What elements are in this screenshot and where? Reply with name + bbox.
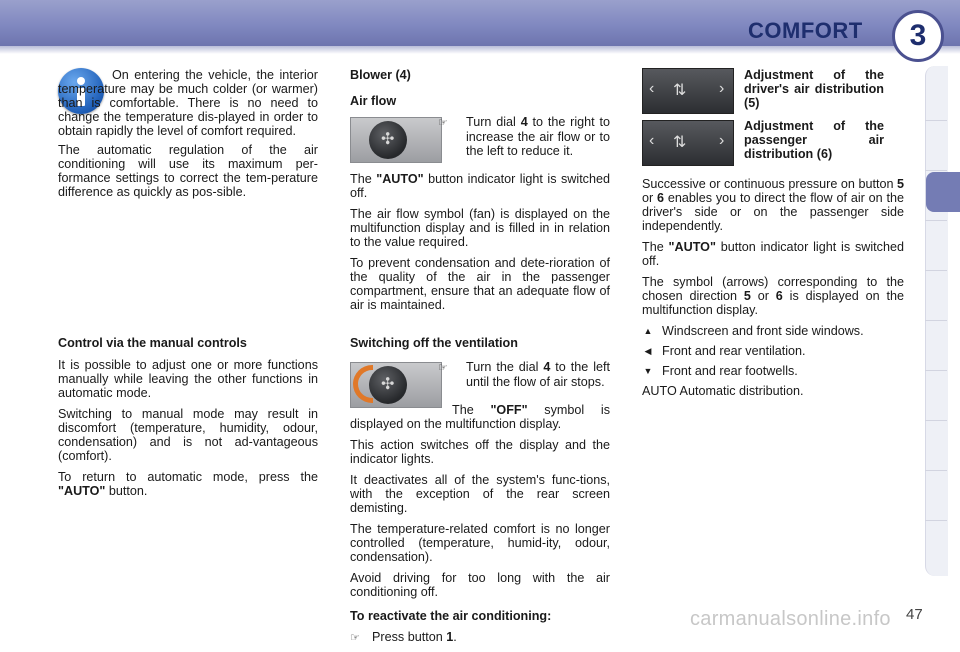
section-heading: Adjustment of the passenger air distribution (6): [744, 119, 884, 161]
paragraph: This action switches off the display and the indicator lights.: [350, 438, 610, 466]
section-heading: Blower (4): [350, 68, 411, 82]
paragraph: Successive or continuous pressure on button 5 or 6 enables you to direct the flow of air on the driver's side or on the passenger side independently.: [642, 177, 904, 233]
tab-divider: [925, 270, 947, 271]
pointer-icon: ☞: [350, 632, 360, 644]
column-1: [58, 68, 318, 206]
tab-divider: [925, 370, 947, 371]
paragraph: It deactivates all of the system's func-tions, with the exception of the rear screen demisting.: [350, 473, 610, 515]
section-heading: Air flow: [350, 94, 397, 108]
fan-icon: ✣: [381, 131, 395, 148]
switch-off-text: [350, 403, 610, 652]
driver-distribution-button-image: [642, 68, 734, 114]
passenger-distribution-button-image: [642, 120, 734, 166]
paragraph: It is possible to adjust one or more functions manually while leaving the other functions in automatic mode.: [58, 358, 318, 400]
paragraph: The symbol (arrows) corresponding to the chosen direction 5 or 6 is displayed on the multifunction display.: [642, 275, 904, 317]
section-heading: Switching off the ventilation: [350, 336, 518, 350]
fan-icon: ✣: [381, 376, 395, 393]
list-item: [642, 324, 904, 338]
info-paragraph: On entering the vehicle, the interior temperature may be much colder (or warmer) than is comfortable. There is no need to change the temperature dis-played in order to obtain rapidly the level of comfort required.: [58, 68, 318, 138]
tab-chapter-3[interactable]: [926, 172, 960, 212]
pointer-icon: ☞: [438, 362, 448, 374]
paragraph: To return to automatic mode, press the "AUTO" button.: [58, 470, 318, 498]
turn-dial-instruction: [438, 115, 611, 165]
tab-divider: [925, 520, 947, 521]
column-3-text: [642, 177, 904, 405]
list-item: [642, 344, 904, 358]
arrow-left-icon: ◀: [644, 346, 652, 356]
paragraph: Avoid driving for too long with the air conditioning off.: [350, 571, 610, 599]
airflow-arrows-icon: ⇅: [673, 134, 687, 151]
paragraph: The "AUTO" button indicator light is switched off.: [350, 172, 610, 200]
paragraph: AUTO Automatic distribution.: [642, 384, 804, 398]
arrow-up-icon: ▲: [643, 326, 653, 336]
switch-off-section: [350, 336, 610, 357]
blower-dial-off-image: [350, 362, 442, 408]
page-number: 47: [906, 606, 923, 623]
tab-divider: [925, 120, 947, 121]
section-heading: To reactivate the air conditioning:: [350, 609, 552, 623]
passenger-heading-block: [744, 119, 884, 168]
blower-dial-image: [350, 117, 442, 163]
tab-divider: [925, 320, 947, 321]
section-heading: Control via the manual controls: [58, 336, 247, 350]
tab-divider: [925, 420, 947, 421]
paragraph: The temperature-related comfort is no longer controlled (temperature, humid-ity, odour, condensation).: [350, 522, 610, 564]
paragraph: The air flow symbol (fan) is displayed on the multifunction display and is filled in in relation to the value required.: [350, 207, 610, 249]
driver-heading-block: [744, 68, 884, 117]
manual-section: [58, 336, 318, 505]
chevron-right-icon: ›: [719, 80, 725, 97]
list-item-text: Front and rear ventilation.: [662, 344, 806, 358]
list-item-text: Front and rear footwells.: [662, 364, 798, 378]
section-heading: Adjustment of the driver's air distribution (5): [744, 68, 884, 110]
watermark: carmanualsonline.info: [690, 608, 891, 630]
tab-divider: [925, 170, 947, 171]
chevron-left-icon: ‹: [649, 80, 655, 97]
blower-text: [350, 172, 610, 319]
paragraph: Switching to manual mode may result in discomfort (temperature, humidity, odour, condensation) and is not ad-vantageous (comfort).: [58, 407, 318, 463]
list-item: [642, 364, 904, 378]
arrow-down-icon: ▼: [643, 366, 653, 376]
instruction-text: ☞ Turn dial 4 to the right to increase the air flow or to the left to reduce it.: [438, 115, 611, 158]
info-paragraph: The automatic regulation of the air conditioning will use its maximum per-formance settings to correct the tem-perature difference as quickly as pos-sible.: [58, 143, 318, 199]
tab-divider: [925, 470, 947, 471]
tab-divider: [925, 220, 947, 221]
pointer-icon: ☞: [438, 117, 448, 129]
chevron-left-icon: ‹: [649, 132, 655, 149]
paragraph: To prevent condensation and dete-rioration of the quality of the air in the passenger compartment, ensure that an adequate flow of air is maintained.: [350, 256, 610, 312]
chapter-tabs: [925, 66, 948, 576]
list-item-text: Windscreen and front side windows.: [662, 324, 864, 338]
paragraph: The "AUTO" button indicator light is switched off.: [642, 240, 904, 268]
airflow-arrows-icon: ⇅: [673, 82, 687, 99]
section-title: COMFORT: [748, 18, 863, 43]
paragraph: The "OFF" symbol is displayed on the multifunction display.: [350, 403, 611, 431]
column-2: [350, 68, 610, 115]
chevron-right-icon: ›: [719, 132, 725, 149]
instruction-text: ☞ Turn the dial 4 to the left until the flow of air stops.: [438, 360, 610, 389]
chapter-badge: 3: [892, 10, 944, 62]
header-shadow: [0, 46, 960, 54]
instruction-text: ☞ Press button 1.: [350, 630, 457, 644]
turn-off-instruction: [438, 360, 610, 396]
